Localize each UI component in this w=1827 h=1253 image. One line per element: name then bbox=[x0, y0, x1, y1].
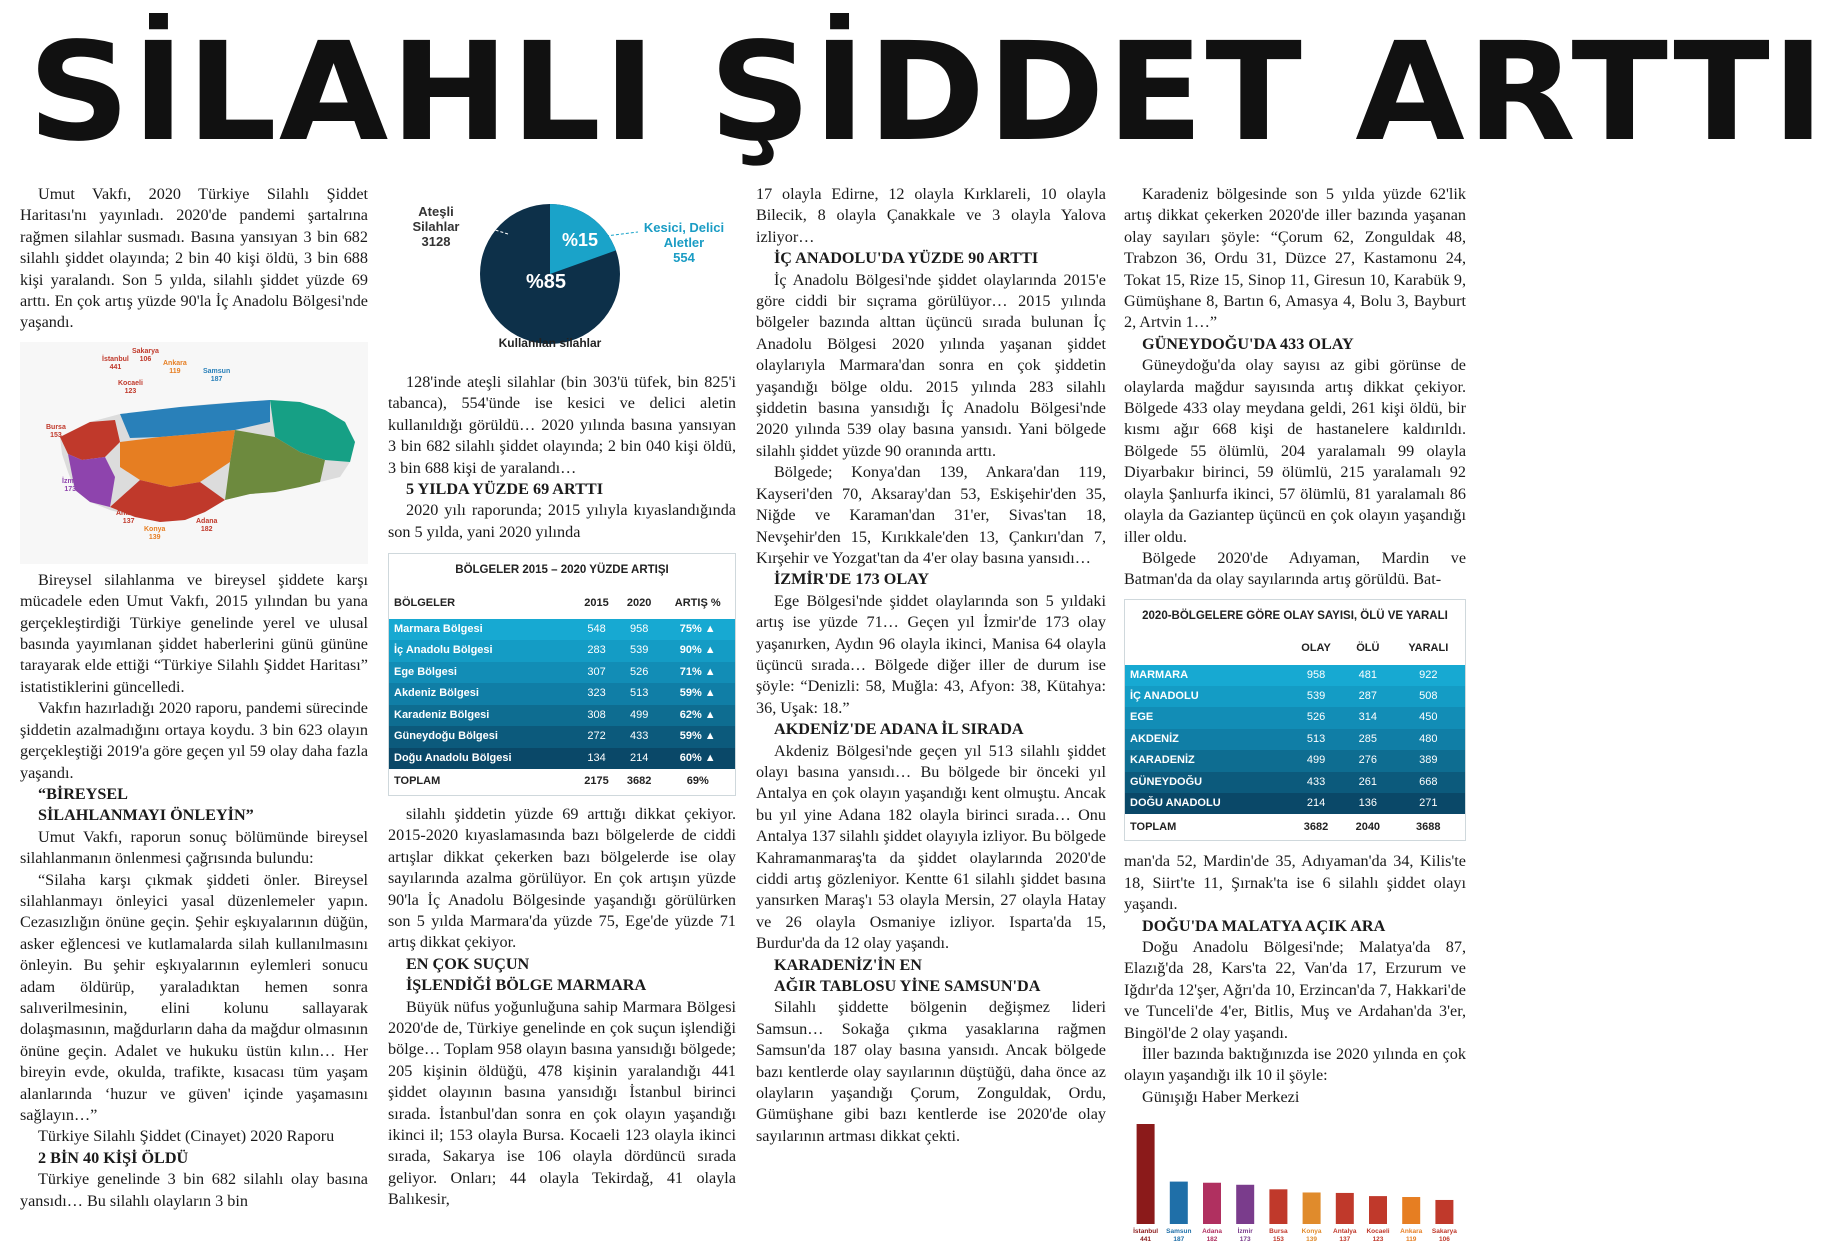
subheading: “BİREYSEL bbox=[38, 784, 128, 803]
region-increase-table bbox=[388, 553, 736, 796]
table-cell: 958 bbox=[629, 623, 649, 636]
table-row bbox=[1125, 750, 1465, 771]
subheading: EN ÇOK SUÇUN bbox=[406, 954, 530, 973]
subheading: 2 BİN 40 KİŞİ ÖLDÜ bbox=[38, 1148, 189, 1167]
table-cell: 90% ▲ bbox=[679, 644, 716, 657]
paragraph: Doğu Anadolu Bölgesi'nde; Malatya'da 87, Elazığ'da 28, Kars'ta 22, Van'da 17, Erzurum ve Iğdır'da 12'şer, Ağrı'da 10, Erzincan'da 7, Hakkari'de ve Tunceli'de 4'er, Bitlis, Muş ve Ardahan'da 3'er, Bingöl'de 2 olay yaşandı. bbox=[1124, 938, 1466, 1042]
table-total-row bbox=[389, 769, 735, 795]
table-row bbox=[1125, 707, 1465, 728]
paragraph: Umut Vakfı, raporun sonuç bölümünde bireysel silahlanmanın önlenmesi çağrısında bulundu: bbox=[20, 827, 368, 868]
map-label-adana: Adana 182 bbox=[196, 517, 218, 533]
table-total-row bbox=[1125, 814, 1465, 840]
subheading: AKDENİZ'DE ADANA İL SIRADA bbox=[774, 720, 1024, 739]
table-row bbox=[389, 726, 735, 747]
pie-label-firearms: Ateşli Silahlar 3128 bbox=[412, 204, 460, 249]
paragraph: Büyük nüfus yoğunluğuna sahip Marmara Bölgesi 2020'de de, Türkiye genelinde en çok suçun işlendiği bölge… Toplam 958 olayın basına yansıdığı bölgede; 205 kişinin öldüğü, 478 kişinin yaralandığı 441 şiddet olayının basına yansıdığı İstanbul birinci sırada. İstanbul'dan sonra en çok olayın yaşandığı ikinci il; 153 olayla Bursa. Kocaeli 123 olayla ikinci sırada, Sakarya ise 106 olayla dördüncü sırada geliyor. Onları; 44 olayla Tekirdağ, 41 olayla Balıkesir, bbox=[388, 997, 736, 1209]
map-label-sakarya: Sakarya 106 bbox=[132, 347, 159, 363]
pie-pct-firearms: %85 bbox=[526, 271, 567, 293]
column-4 bbox=[1124, 184, 1466, 1246]
table-title: 2020-BÖLGELERE GÖRE OLAY SAYISI, ÖLÜ VE YARALI bbox=[1142, 609, 1448, 622]
table-cell: 389 bbox=[1419, 754, 1438, 767]
total-cell: 69% bbox=[660, 769, 735, 795]
paragraph: Ege Bölgesi'nde şiddet olaylarında son 5 yıldaki artış ise yüzde 71… Geçen yıl İzmir'de 173 olay yaşanırken, Aydın 96 olayla ikinci, Manisa 64 olayla üçüncü sırada… Bölgede diğer iller de durum ise şöyle: “Denizli: 58, Muğla: 43, Afyon: 38, Kütahya: 36, Uşak: 18.” bbox=[756, 591, 1106, 717]
data-table bbox=[389, 588, 735, 795]
paragraph: Vakfın hazırladığı 2020 raporu, pandemi sürecinde şiddetin azalmadığını ortaya koydu. 3 bin 623 olayın gerçekleştiği 2019'a göre geçen yıl 59 olay daha fazla yaşandı. bbox=[20, 699, 368, 782]
bar bbox=[1369, 1196, 1387, 1224]
paragraph: Günışığı Haber Merkezi bbox=[1142, 1087, 1300, 1106]
table-row bbox=[1125, 772, 1465, 793]
table-row bbox=[1125, 665, 1465, 686]
table-row bbox=[1125, 793, 1465, 814]
table-cell: 134 bbox=[587, 751, 606, 764]
bar-value-label: 173 bbox=[1239, 1236, 1251, 1244]
paragraph: Türkiye genelinde 3 bin 682 silahlı olay basına yansıdı… Bu silahlı olayların 3 bin bbox=[20, 1170, 368, 1210]
bar-category-label: Samsun bbox=[1166, 1228, 1192, 1236]
row-label: İç Anadolu Bölgesi bbox=[394, 644, 493, 657]
data-table bbox=[1125, 633, 1465, 840]
bar-category-label: Antalya bbox=[1333, 1228, 1357, 1236]
paragraph: Bireysel silahlanma ve bireysel şiddete karşı mücadele eden Umut Vakfı, 2015 yılından bu yana gerçekleştirdiği Türkiye genelinde yerel ve ulusal basında yayımlanan şiddet haberlerini günü gününe tarayarak elde ettiği “Türkiye Silahlı Şiddet Haritası” istatistiklerini güncelledi. bbox=[20, 570, 368, 696]
map-label-ankara: Ankara 119 bbox=[163, 359, 187, 375]
table-cell: 62% ▲ bbox=[679, 708, 716, 721]
table-row bbox=[1125, 729, 1465, 750]
bar-value-label: 187 bbox=[1173, 1236, 1185, 1244]
total-label: TOPLAM bbox=[389, 769, 575, 795]
table-cell: 526 bbox=[629, 665, 649, 678]
table-row bbox=[389, 640, 735, 661]
paragraph: Güneydoğu'da olay sayısı az gibi görünse de olaylarda mağdur sayısında artış dikkat çekiyor. Bölgede 433 olay meydana geldi, 261 kişi öldü, bir kısmı ağır 668 kişi de hastanelere kaldırıldı. Bölgede 55 ölümlü, 204 yaralamalı 99 olayla Diyarbakır birinci, 59 ölümlü, 215 yaralamalı 92 olayla Şanlıurfa ikinci, 57 ölümlü, 81 yaralamalı 86 olayla da Gaziantep üçüncü en çok olayın yaşandığı iller oldu. bbox=[1124, 356, 1466, 546]
total-cell: 3688 bbox=[1392, 814, 1465, 840]
paragraph: 128'inde ateşli silahlar (bin 303'ü tüfek, bin 825'i tabanca), 554'ünde ise kesici ve delici aletin kullanıldığı görüldü… 2020 yılında basına yansıyan 3 bin 682 silahlı şiddet olayında; 2 bin 040 kişi öldü, 3 bin 688 kişi de yaralandı… bbox=[388, 373, 736, 477]
table-cell: 668 bbox=[1419, 775, 1438, 788]
column-1 bbox=[20, 184, 368, 1212]
table-row bbox=[389, 619, 735, 640]
map-label-konya: Konya 139 bbox=[144, 525, 166, 541]
paragraph: Türkiye Silahlı Şiddet (Cinayet) 2020 Raporu bbox=[38, 1127, 335, 1146]
subheading: SİLAHLANMAYI ÖNLEYİN” bbox=[38, 806, 254, 825]
table-cell: 513 bbox=[1306, 732, 1326, 745]
bar bbox=[1402, 1197, 1420, 1224]
bar bbox=[1203, 1183, 1221, 1224]
table-cell: 283 bbox=[587, 644, 606, 657]
bar-value-label: 182 bbox=[1206, 1236, 1218, 1244]
column-2 bbox=[388, 184, 736, 1211]
bar-value-label: 139 bbox=[1306, 1236, 1318, 1244]
bar-value-label: 153 bbox=[1272, 1236, 1284, 1244]
bar bbox=[1435, 1200, 1453, 1224]
table-cell: 508 bbox=[1419, 689, 1438, 702]
bar-value-label: 137 bbox=[1339, 1236, 1351, 1244]
row-label: Akdeniz Bölgesi bbox=[394, 687, 479, 700]
subheading: GÜNEYDOĞU'DA 433 OLAY bbox=[1142, 334, 1354, 353]
row-label: Ege Bölgesi bbox=[394, 665, 457, 678]
table-cell: 271 bbox=[1419, 796, 1438, 809]
table-cell: 526 bbox=[1306, 711, 1326, 724]
subheading: 5 YILDA YÜZDE 69 ARTTI bbox=[406, 480, 604, 499]
table-cell: 513 bbox=[629, 687, 649, 700]
pie-label-blades: Kesici, Delici Aletler 554 bbox=[643, 220, 725, 265]
table-header: ÖLÜ bbox=[1356, 642, 1380, 655]
table-cell: 499 bbox=[1306, 754, 1326, 767]
table-cell: 481 bbox=[1358, 668, 1377, 681]
paragraph: Bölgede 2020'de Adıyaman, Mardin ve Batman'da da olay sayılarında artış görüldü. Bat- bbox=[1124, 548, 1466, 589]
map-label-samsun: Samsun 187 bbox=[203, 367, 231, 383]
paragraph: man'da 52, Mardin'de 35, Adıyaman'da 34, Kilis'te 18, Siirt'te 11, Şırnak'ta ise 6 silahlı şiddet olayı yaşandı. bbox=[1124, 852, 1466, 914]
bar-category-label: Ankara bbox=[1400, 1228, 1423, 1236]
table-cell: 276 bbox=[1358, 754, 1377, 767]
table-cell: 285 bbox=[1358, 732, 1377, 745]
map-label-bursa: Bursa 153 bbox=[46, 423, 66, 439]
table-cell: 214 bbox=[1306, 796, 1326, 809]
table-cell: 59% ▲ bbox=[679, 687, 716, 700]
bar-category-label: Sakarya bbox=[1431, 1228, 1457, 1236]
table-cell: 261 bbox=[1358, 775, 1377, 788]
map-label-istanbul: İstanbul 441 bbox=[102, 355, 129, 371]
row-label: Güneydoğu Bölgesi bbox=[394, 730, 498, 743]
row-label: DOĞU ANADOLU bbox=[1130, 796, 1221, 809]
bar-category-label: Adana bbox=[1202, 1228, 1222, 1236]
subheading: KARADENİZ'İN EN bbox=[774, 955, 922, 974]
table-cell: 433 bbox=[1306, 775, 1326, 788]
table-cell: 308 bbox=[587, 708, 606, 721]
table-cell: 136 bbox=[1358, 796, 1377, 809]
row-label: MARMARA bbox=[1130, 668, 1189, 681]
table-title: BÖLGELER 2015 – 2020 YÜZDE ARTIŞI bbox=[455, 564, 669, 577]
paragraph: “Silaha karşı çıkmak şiddeti önler. Bireysel silahlanmayı önleyici yasal düzenlemeler yapın. Cezasızlığın önüne geçin. Şehir eşkıyalarının düğün, asker eğlencesi ve kutlamalarda silah kullanılmasını önleyin. Bu şehir eşkıyalarının eylemleri sonucu adam öldürüp, yaraladıktan hemen sonra salıverilmesinin, elini kolunu sallayarak dolaşmasının, mağdurların daha da mağdur olmasının önüne geçin. Adalet ve hukuku üstün kılın… Her bireyin evde, okulda, trafikte, kısacası tüm yaşam alanlarında ‘huzur ve güven' içinde yaşamasını sağlayın…” bbox=[20, 870, 368, 1124]
map-label-antalya: Antalya 137 bbox=[116, 509, 142, 525]
table-row bbox=[389, 748, 735, 769]
table-cell: 548 bbox=[587, 623, 606, 636]
column-3 bbox=[756, 184, 1106, 1147]
table-cell: 272 bbox=[587, 730, 606, 743]
paragraph: İç Anadolu Bölgesi'nde şiddet olaylarında 2015'e göre ciddi bir sıçrama görülüyor… 2015 yılında bölgeler bazında alttan üçüncü sırada bulunan İç Anadolu Bölgesi 2020 yılında yaşanan şiddet olaylarıyla Marmara'dan sonra en çok şiddetin yaşandığı bölge oldu. 2015 yılında 283 silahlı şiddetin basına yansıdığı İç Anadolu Bölgesi'nde 2020 yılında 539 olay basına yansıdı. Yani bölgede silahlı şiddet yüzde 90 oranında arttı. bbox=[756, 270, 1106, 460]
paragraph: Bölgede; Konya'dan 139, Ankara'dan 119, Kayseri'den 70, Aksaray'dan 53, Eskişehir'den 35, Niğde ve Karaman'dan 31'er, Sivas'tan 18, Nevşehir'den 15, Kırıkkale'den 13, Çankırı'dan 7, Kırşehir ve Yozgat'tan da 4'er olay basına yansıdı… bbox=[756, 463, 1106, 567]
bar bbox=[1170, 1182, 1188, 1224]
paragraph: 2020 yılı raporunda; 2015 yılıyla kıyaslandığında son 5 yılda, yani 2020 yılında bbox=[388, 501, 736, 541]
table-row bbox=[389, 662, 735, 683]
subheading: İŞLENDİĞİ BÖLGE MARMARA bbox=[406, 976, 647, 995]
paragraph: İller bazında baktığınızda ise 2020 yılında en çok olayın yaşandığı ilk 10 il şöyle: bbox=[1124, 1045, 1466, 1085]
subheading: AĞIR TABLOSU YİNE SAMSUN'DA bbox=[774, 977, 1041, 996]
row-label: EGE bbox=[1130, 711, 1154, 724]
bar-category-label: Bursa bbox=[1269, 1228, 1288, 1236]
table-cell: 323 bbox=[587, 687, 606, 700]
table-cell: 59% ▲ bbox=[679, 730, 716, 743]
table-row bbox=[389, 683, 735, 704]
pie-pct-blades: %15 bbox=[562, 230, 599, 250]
turkey-map bbox=[20, 342, 368, 564]
bar-value-label: 106 bbox=[1438, 1236, 1450, 1244]
bar bbox=[1303, 1193, 1321, 1225]
row-label: Marmara Bölgesi bbox=[394, 623, 483, 636]
weapons-pie-chart bbox=[388, 184, 736, 364]
table-cell: 314 bbox=[1358, 711, 1377, 724]
row-label: KARADENİZ bbox=[1130, 754, 1195, 767]
total-cell: 2175 bbox=[575, 769, 618, 795]
table-header: 2015 bbox=[584, 596, 609, 609]
table-cell: 75% ▲ bbox=[679, 623, 716, 636]
table-row bbox=[389, 705, 735, 726]
subheading: DOĞU'DA MALATYA AÇIK ARA bbox=[1142, 916, 1386, 935]
table-header: YARALI bbox=[1408, 642, 1449, 655]
bar bbox=[1137, 1124, 1155, 1224]
table-cell: 499 bbox=[629, 708, 649, 721]
row-label: İÇ ANADOLU bbox=[1130, 689, 1199, 702]
paragraph: 17 olayla Edirne, 12 olayla Kırklareli, 10 olayla Bilecik, 8 olayla Çanakkale ve 3 olayla Yalova izliyor… bbox=[756, 185, 1106, 246]
paragraph: silahlı şiddetin yüzde 69 arttığı dikkat çekiyor. 2015-2020 kıyaslamasında bazı bölgelerde de ciddi artışlar dikkat çekerken bazı bölgelerde ise olay sayılarında azalma görülüyor. En çok artışın yüzde 90'la İç Anadolu Bölgesinde yaşandığı görülürken son 5 yılda Marmara'da yüzde 75, Ege'de yüzde 71 artış dikkat çekiyor. bbox=[388, 804, 736, 952]
map-label-kocaeli: Kocaeli 123 bbox=[118, 379, 143, 395]
row-label: GÜNEYDOĞU bbox=[1130, 775, 1203, 788]
total-cell: 2040 bbox=[1344, 814, 1392, 840]
bar bbox=[1236, 1185, 1254, 1224]
table-cell: 307 bbox=[587, 665, 606, 678]
bar-category-label: İstanbul bbox=[1133, 1228, 1159, 1236]
total-cell: 3682 bbox=[618, 769, 661, 795]
table-cell: 539 bbox=[1306, 689, 1326, 702]
table-header: 2020 bbox=[626, 596, 652, 609]
subheading: İZMİR'DE 173 OLAY bbox=[774, 570, 930, 589]
row-label: AKDENİZ bbox=[1130, 732, 1179, 745]
table-cell: 450 bbox=[1419, 711, 1438, 724]
paragraph: Karadeniz bölgesinde son 5 yılda yüzde 62'lik artış dikkat çekerken 2020'de iller bazında yaşanan olay sayıları şöyle: “Çorum 62, Zonguldak 48, Trabzon 36, Ordu 31, Düzce 27, Kastamonu 24, Tokat 15, Rize 15, Sinop 11, Giresun 10, Karabük 9, Gümüşhane 8, Bartın 6, Amasya 4, Bolu 3, Bayburt 2, Artvin 1…” bbox=[1124, 185, 1466, 332]
region-stats-table bbox=[1124, 599, 1466, 842]
table-header: BÖLGELER bbox=[394, 596, 456, 609]
bar-category-label: Kocaeli bbox=[1366, 1228, 1390, 1236]
table-header: ARTIŞ % bbox=[674, 596, 721, 609]
top-cities-bar-chart bbox=[1124, 1120, 1466, 1246]
table-cell: 539 bbox=[629, 644, 649, 657]
paragraph: Umut Vakfı, 2020 Türkiye Silahlı Şiddet Haritası'nı yayınladı. 2020'de pandemi şartalrına rağmen silahlar susmadı. Basına yansıyan 3 bin 682 silahlı şiddet olayında; 2 bin 40 kişi öldü, 3 bin 688 kişi yaralandı. Son 5 yılda, silahlı şiddet yüzde 69 arttı. En çok artış yüzde 90'la İç Anadolu Bölgesi'nde yaşandı. bbox=[20, 185, 368, 332]
map-graphic bbox=[20, 342, 368, 564]
table-cell: 958 bbox=[1306, 668, 1326, 681]
bar-chart-graphic bbox=[1124, 1120, 1466, 1246]
row-label: Doğu Anadolu Bölgesi bbox=[394, 751, 512, 764]
bar-value-label: 441 bbox=[1140, 1236, 1152, 1244]
table-cell: 480 bbox=[1419, 732, 1438, 745]
table-cell: 922 bbox=[1419, 668, 1438, 681]
table-cell: 71% ▲ bbox=[679, 665, 716, 678]
paragraph: Akdeniz Bölgesi'nde geçen yıl 513 silahlı şiddet olayı basına yansıdı… Bu bölgede bir önceki yıl Antalya en çok olayın yaşandığı kent olmuştu. Ancak bu yıl yine Adana 182 olayla birinci sırada… Onu Antalya 137 silahlı şiddet olayıyla izliyor. Bu bölgede Kahramanmaraş'ta da şiddet olaylarında 2020'de ciddi artış gözleniyor. Kentte 61 silahlı şiddet basına yansırken Maraş'ı 53 olayla Mersin, 27 olayla Hatay ve 26 olayla Osmaniye izliyor. Isparta'da 15, Burdur'da da 12 olay yaşandı. bbox=[756, 741, 1106, 953]
row-label: Karadeniz Bölgesi bbox=[394, 708, 490, 721]
headline: SİLAHLI ŞİDDET ARTTI bbox=[28, 14, 1827, 172]
pie-title: Kullanılan silahlar bbox=[498, 336, 602, 350]
table-cell: 433 bbox=[629, 730, 649, 743]
bar-category-label: Konya bbox=[1301, 1228, 1322, 1236]
table-cell: 60% ▲ bbox=[679, 751, 716, 764]
table-row bbox=[1125, 686, 1465, 707]
table-cell: 287 bbox=[1358, 689, 1377, 702]
map-label-izmir: İzmir 173 bbox=[62, 477, 79, 493]
total-label: TOPLAM bbox=[1125, 814, 1288, 840]
table-header: OLAY bbox=[1301, 642, 1331, 655]
total-cell: 3682 bbox=[1288, 814, 1344, 840]
subheading: İÇ ANADOLU'DA YÜZDE 90 ARTTI bbox=[774, 249, 1039, 268]
table-header bbox=[1125, 633, 1288, 664]
paragraph: Silahlı şiddette bölgenin değişmez lideri Samsun… Sokağa çıkma yasaklarına rağmen Samsun'da 187 olay basına yansıdı. Ancak bölgede bazı kentlerde olay sayılarının düştüğü, daha önce az olayların yaşandığı Çorum, Zonguldak, Ordu, Gümüşhane gibi bazı kentlerde ise 2020'de olay sayılarının artması dikkat çekti. bbox=[756, 998, 1106, 1145]
bar-value-label: 119 bbox=[1405, 1236, 1417, 1244]
bar bbox=[1269, 1190, 1287, 1225]
bar-category-label: İzmir bbox=[1237, 1228, 1253, 1236]
bar bbox=[1336, 1193, 1354, 1224]
table-cell: 214 bbox=[629, 751, 649, 764]
bar-value-label: 123 bbox=[1372, 1236, 1384, 1244]
